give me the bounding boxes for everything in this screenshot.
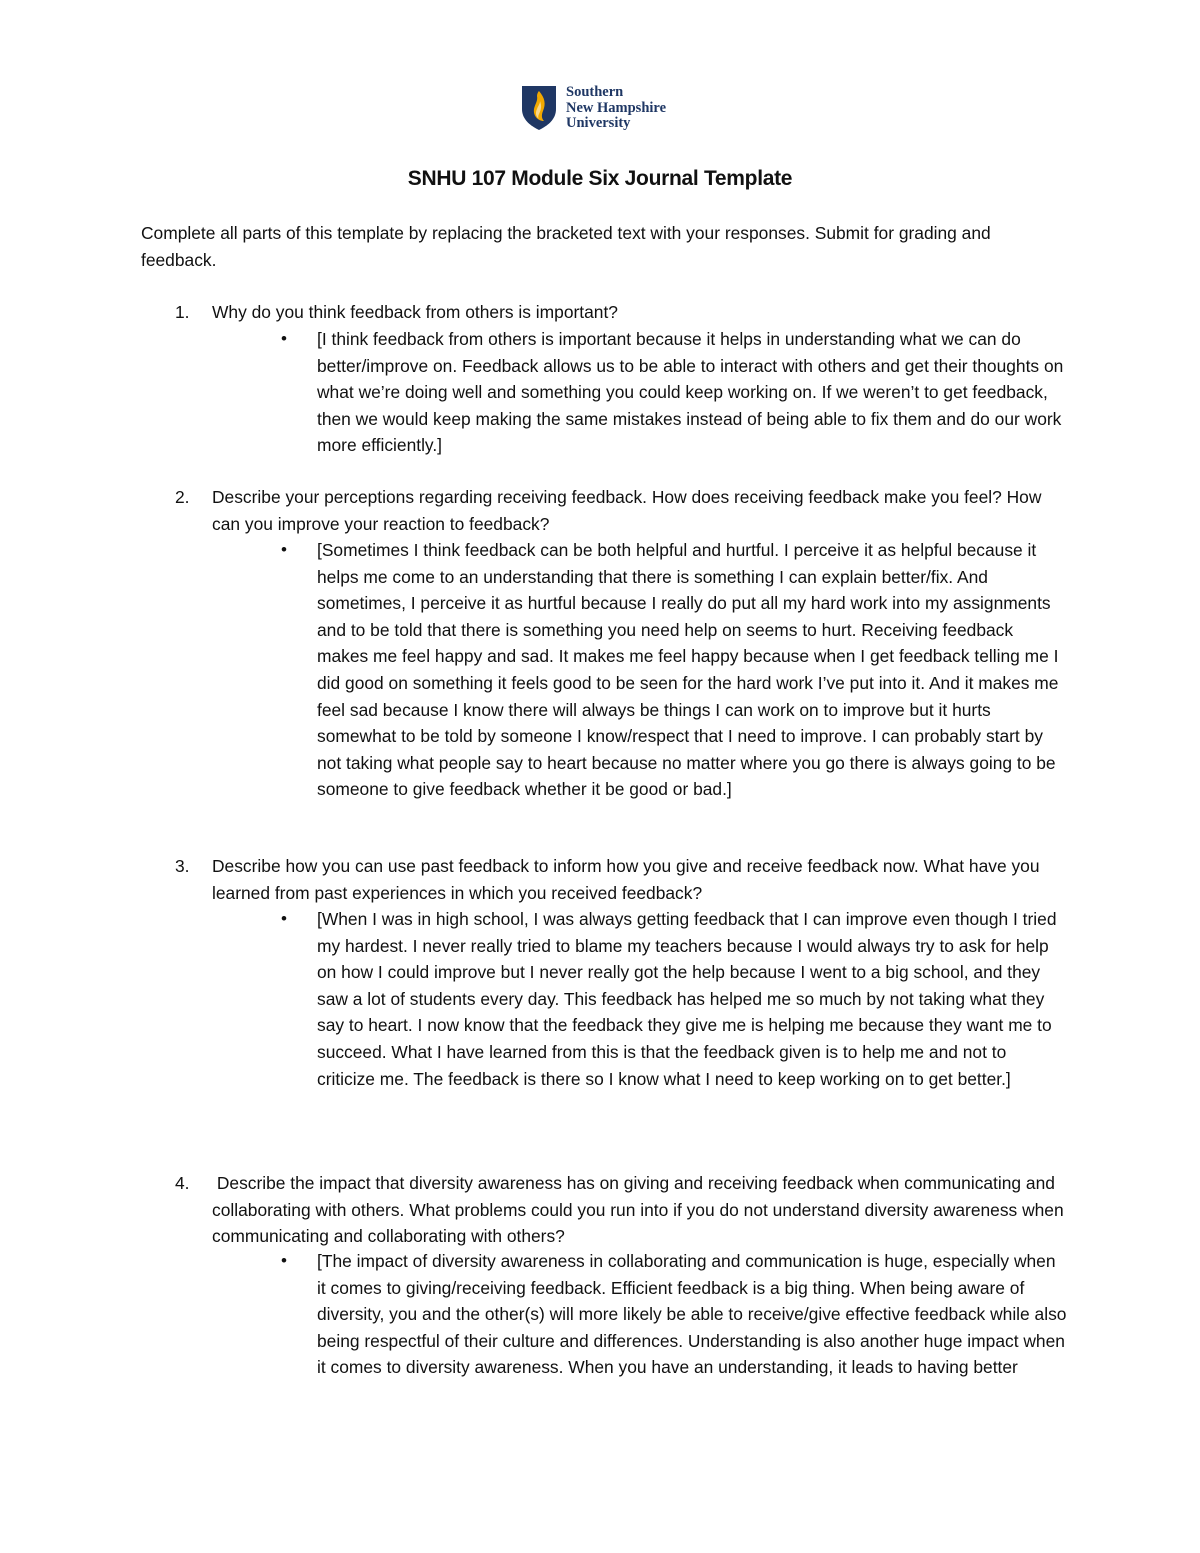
- logo-line-3: University: [566, 115, 631, 131]
- bullet-icon: •: [281, 1251, 287, 1270]
- answer-text: [The impact of diversity awareness in collaborating and communication is huge, especially when it comes to giving/receiving feedback. Efficient feedback is a big thing. When being aware of diversity, you and the other(s) will more likely be able to receive/give effective feedback while also being respectful of their culture and differences. Understanding is also another huge impact when it comes to diversity awareness. When you have an understanding, it leads to having better: [317, 1251, 1067, 1378]
- question-2: [175, 484, 1065, 537]
- question-text: Describe how you can use past feedback to inform how you give and receive feedback now. What have you learned from past experiences in which you received feedback?: [212, 856, 1040, 903]
- question-number: 4.: [175, 1173, 190, 1193]
- answer-text: [Sometimes I think feedback can be both helpful and hurtful. I perceive it as helpful because it helps me come to an understanding that there is something I can explain better/fix. And sometimes, I perceive it as hurtful because I really do put all my hard work into my assignments and to be told that there is something you need help on seems to hurt. Receiving feedback makes me feel happy and sad. It makes me feel happy because when I get feedback telling me I did good on something it feels good to be seen for the hard work I’ve put into it. And it makes me feel sad because I know there will always be things I can work on to improve but it hurts somewhat to be told by someone I know/respect that I need to improve. I can probably start by not taking what people say to heart because no matter where you go there is always going to be someone to give feedback whether it be good or bad.]: [317, 540, 1059, 800]
- answer-1: [281, 326, 1067, 459]
- question-text: Describe your perceptions regarding receiving feedback. How does receiving feedback make you feel? How can you improve your reaction to feedback?: [212, 487, 1042, 534]
- question-number: 2.: [175, 487, 190, 507]
- shield-flame-icon: [521, 85, 557, 131]
- question-number: 3.: [175, 856, 190, 876]
- question-text: Why do you think feedback from others is important?: [212, 302, 618, 322]
- question-4: [175, 1170, 1069, 1250]
- intro-paragraph: Complete all parts of this template by replacing the bracketed text with your responses. Submit for grading and feedback.: [141, 223, 991, 270]
- bullet-icon: •: [281, 329, 287, 348]
- answer-4: [281, 1248, 1067, 1381]
- document-title: SNHU 107 Module Six Journal Template: [407, 167, 793, 190]
- logo-line-1: Southern: [566, 84, 624, 100]
- answer-2: [281, 537, 1067, 803]
- university-wordmark: [566, 85, 666, 132]
- answer-text: [I think feedback from others is important because it helps in understanding what we can do better/improve on. Feedback allows us to be able to interact with others and get their thoughts on what we’re doing well and something you could keep working on. If we weren’t to get feedback, then we would keep making the same mistakes instead of being able to fix them and do our work more efficiently.]: [317, 329, 1064, 456]
- answer-3: [281, 906, 1067, 1092]
- logo-line-2: New Hampshire: [566, 99, 667, 116]
- bullet-icon: •: [281, 909, 287, 928]
- bullet-icon: •: [281, 540, 287, 559]
- question-number: 1.: [175, 302, 190, 322]
- question-3: [175, 853, 1065, 906]
- question-text: Describe the impact that diversity awareness has on giving and receiving feedback when communicating and collaborating with others. What problems could you run into if you do not understand diversity awareness when communicating and collaborating with others?: [212, 1173, 1069, 1247]
- question-1: [175, 299, 1065, 326]
- answer-text: [When I was in high school, I was always getting feedback that I can improve even though I tried my hardest. I never really tried to blame my teachers because I would always try to ask for help on how I could improve but I never really got the help because I went to a big school, and they saw a lot of students every day. This feedback has helped me so much by not taking what they say to heart. I now know that the feedback they give me is helping me because they want me to succeed. What I have learned from this is that the feedback given is to help me and not to criticize me. The feedback is there so I know what I need to keep working on to get better.]: [317, 909, 1057, 1089]
- university-logo: [521, 85, 691, 131]
